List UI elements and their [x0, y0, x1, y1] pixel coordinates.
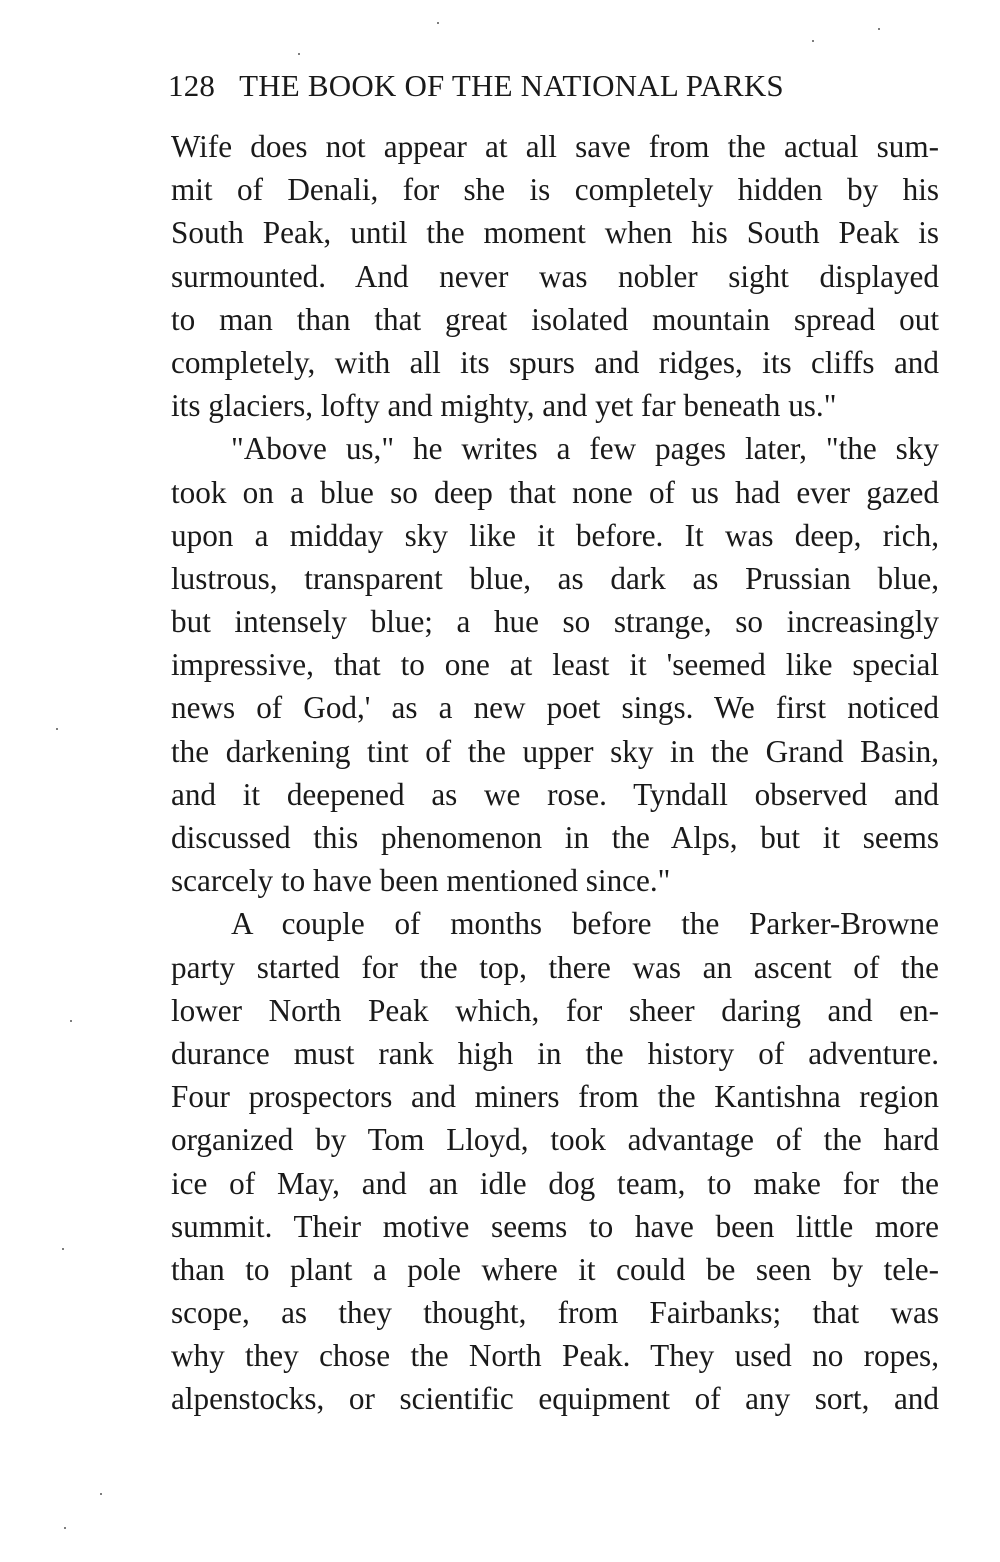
text-line: summit. Their motive seems to have been little more [171, 1208, 939, 1244]
scan-speck [70, 1020, 72, 1022]
text-line: took on a blue so deep that none of us had ever gazed [171, 474, 939, 510]
running-header [168, 64, 938, 108]
scan-speck [812, 40, 814, 42]
text-line: durance must rank high in the history of adventure. [171, 1035, 939, 1071]
scan-speck [64, 1527, 66, 1529]
text-line: party started for the top, there was an ascent of the [171, 949, 939, 985]
paragraph [171, 427, 939, 902]
scan-speck [100, 1493, 102, 1495]
text-line: to man than that great isolated mountain spread out [171, 301, 939, 337]
scan-speck [62, 1248, 64, 1250]
text-line: but intensely blue; a hue so strange, so increasingly [171, 604, 939, 640]
text-line: news of God,' as a new poet sings. We first noticed [171, 690, 939, 726]
text-line: and it deepened as we rose. Tyndall observed and [171, 776, 939, 812]
text-line: scope, as they thought, from Fairbanks; that was [171, 1295, 939, 1331]
text-line: scarcely to have been mentioned since." [171, 863, 671, 899]
paragraph [171, 902, 939, 1420]
scan-speck [298, 53, 300, 55]
text-line: completely, with all its spurs and ridges, its cliffs and [171, 344, 939, 380]
text-line: lustrous, transparent blue, as dark as Prussian blue, [171, 560, 939, 596]
text-line: "Above us," he writes a few pages later, "the sky [231, 431, 939, 467]
text-line: discussed this phenomenon in the Alps, but it seems [171, 820, 939, 855]
text-line: why they chose the North Peak. They used no ropes, [171, 1338, 939, 1374]
text-line: alpenstocks, or scientific equipment of any sort, and [171, 1381, 939, 1417]
scan-speck [56, 728, 58, 730]
text-line: its glaciers, lofty and mighty, and yet far beneath us." [171, 388, 837, 424]
paragraph [171, 125, 939, 427]
text-line: Wife does not appear at all save from the actual sum- [171, 129, 939, 164]
text-line: mit of Denali, for she is completely hidden by his [171, 172, 939, 208]
text-line: ice of May, and an idle dog team, to make for the [171, 1165, 939, 1201]
text-line: impressive, that to one at least it 'seemed like special [171, 647, 939, 683]
text-line: the darkening tint of the upper sky in the Grand Basin, [171, 733, 939, 769]
text-line: than to plant a pole where it could be seen by tele- [171, 1251, 939, 1287]
text-line: organized by Tom Lloyd, took advantage of the hard [171, 1122, 939, 1158]
scan-speck [437, 22, 439, 24]
text-line: Four prospectors and miners from the Kantishna region [171, 1079, 939, 1115]
text-line: South Peak, until the moment when his South Peak is [171, 215, 939, 251]
body-text [171, 125, 939, 1421]
text-line: upon a midday sky like it before. It was deep, rich, [171, 517, 939, 553]
running-title: THE BOOK OF THE NATIONAL PARKS [239, 68, 784, 103]
text-line: A couple of months before the Parker-Browne [231, 906, 939, 942]
text-line: surmounted. And never was nobler sight displayed [171, 258, 939, 294]
page-number: 128 [168, 68, 216, 103]
scan-speck [878, 28, 880, 30]
text-line: lower North Peak which, for sheer daring and en- [171, 992, 939, 1028]
